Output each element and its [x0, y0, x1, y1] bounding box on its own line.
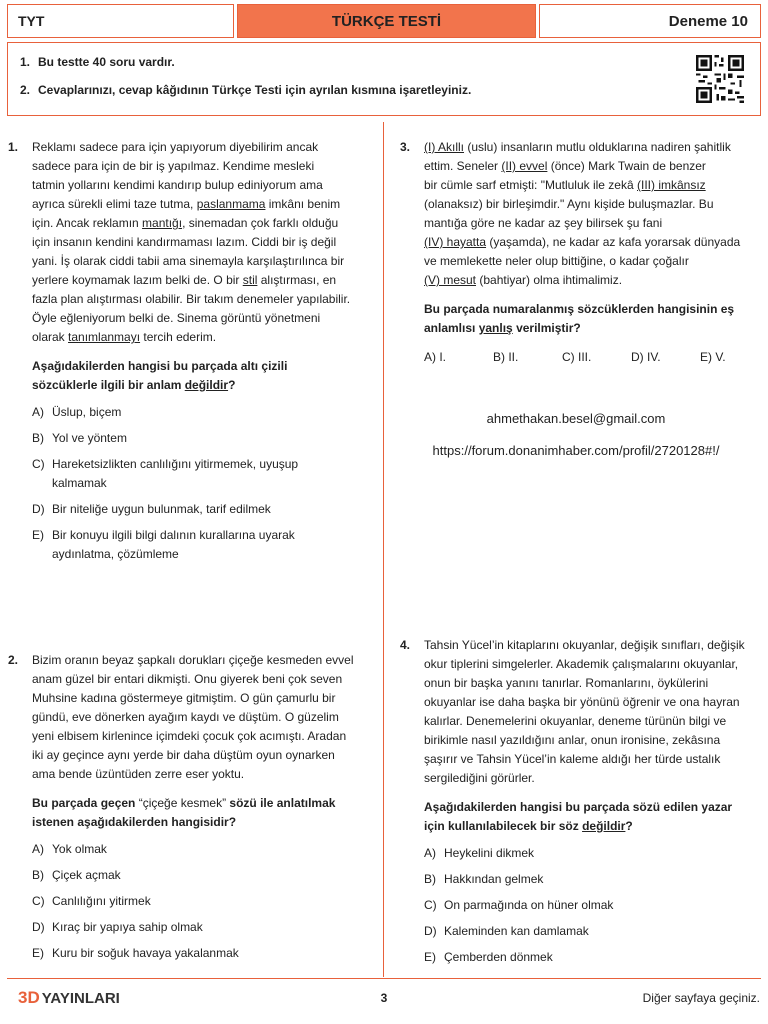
instruction-text: Cevaplarınızı, cevap kâğıdının Türkçe Testi için ayrılan kısmına işaretleyiniz. [38, 83, 472, 97]
passage-line: için insanın kendini kandırmaması lazım. Ciddi bir iş değil [32, 235, 337, 249]
underlined-word: (V) mesut [424, 273, 477, 287]
instruction-1 [20, 55, 175, 69]
option-b[interactable]: B) Yol ve yöntem [32, 431, 127, 445]
question-body [32, 138, 350, 571]
contact-email[interactable]: ahmethakan.besel@gmail.com [486, 411, 666, 426]
question-number: 3. [400, 140, 411, 154]
option-e[interactable]: E) Çemberden dönmek [424, 950, 553, 964]
header-tyt [7, 4, 234, 38]
option-b[interactable]: B) II. [493, 350, 519, 364]
passage-line: (I) Akıllı (uslu) insanların mutlu olduklarına nadiren şahitlik [424, 140, 731, 154]
instruction-number: 2. [20, 83, 31, 97]
passage-line: sadece para için de bir iş yapılmaz. Kendime mesleki [32, 159, 315, 173]
passage-line: yeni elbisem kirlenince içimdeki çocuk çok acımıştı. Aradan [32, 729, 347, 743]
underlined-word: (II) evvel [501, 159, 548, 173]
option-d[interactable]: D) Kaleminden kan damlamak [424, 924, 589, 938]
passage-line: okuyanlar ise daha başka bir yönünü öğrenir ve ona hayran [424, 695, 740, 709]
logo-text: YAYINLARI [41, 989, 120, 1007]
answer-options [424, 348, 768, 367]
footer-rule [7, 978, 761, 979]
option-c[interactable]: C) Hareketsizlikten canlılığını yitirmemek, uyuşup kalmamak [32, 457, 299, 490]
question-stem: Aşağıdakilerden hangisi bu parçada altı çizili sözcüklerle ilgili bir anlam değildir? [32, 359, 288, 392]
passage-line: ve memlekette neler olup bittiğine, o kadar çoğalır [424, 254, 689, 268]
underlined-word: paslanmama [196, 197, 266, 211]
passage-line: iki ay geçince aynı yerde bir daha düştüm oyun oynarken [32, 748, 335, 762]
answer-options [424, 844, 745, 967]
next-page-note: Diğer sayfaya geçiniz. [642, 991, 760, 1005]
option-b[interactable]: B) Çiçek açmak [32, 868, 121, 882]
passage-line: tatmin yollarını kendimi kandırıp bulup ediniyorum ama [32, 178, 323, 192]
question-body [424, 636, 745, 974]
header-right-label: Deneme 10 [668, 12, 748, 30]
passage-line: kalırlar. Denemelerini okuyanlar, deneme türünün bilgi ve [424, 714, 727, 728]
passage-line: onun bir başka yanını tanırlar. Romanlarını, öykülerini [424, 676, 709, 690]
passage-line: okur tiplerini simgelerler. Akademik çalışmalarını okuyanlar, [424, 657, 739, 671]
underlined-word: (III) imkânsız [637, 178, 706, 192]
column-divider [383, 122, 384, 977]
option-d[interactable]: D) Kıraç bir yapıya sahip olmak [32, 920, 203, 934]
question-number: 2. [8, 653, 19, 667]
question-number: 4. [400, 638, 411, 652]
option-a[interactable]: A) Yok olmak [32, 842, 107, 856]
question-body [32, 651, 354, 970]
option-a[interactable]: A) Üslup, biçem [32, 405, 122, 419]
option-b[interactable]: B) Hakkından gelmek [424, 872, 544, 886]
passage-line: ama bende üzüntüden zerre eser yoktu. [32, 767, 245, 781]
underlined-word: (I) Akıllı [424, 140, 465, 154]
option-e[interactable]: E) V. [700, 350, 726, 364]
passage-line: fazla plan alıştırması olabilir. Bir takım denemeler yapılabilir. [32, 292, 351, 306]
passage-line: birikimle nasıl yazıldığını anlar, onun ironisine, zekâsına [424, 733, 721, 747]
header-exam-number [539, 4, 761, 38]
question-stem: Bu parçada geçen “çiçeğe kesmek” sözü ile anlatılmak istenen aşağıdakilerden hangisidir? [32, 796, 336, 829]
instruction-text: Bu testte 40 soru vardır. [38, 55, 175, 69]
underlined-word: (IV) hayatta [424, 235, 487, 249]
passage-line: ayrıca sürekli elimi taze tutma, paslanmama imkânı benim [32, 197, 341, 211]
passage-line: bir cümle sarf etmişti: "Mutluluk ile zekâ (III) imkânsız [424, 178, 706, 192]
logo-mark: 3D [18, 988, 40, 1007]
instruction-number: 1. [20, 55, 31, 69]
passage-line: Tahsin Yücel’in kitaplarını okuyanlar, değişik sınıfları, değişik [424, 638, 745, 652]
instructions-box [7, 42, 761, 116]
option-e[interactable]: E) Bir konuyu ilgili bilgi dalının kurallarına uyarak aydınlatma, çözümleme [32, 528, 295, 561]
option-a[interactable]: A) I. [424, 350, 447, 364]
passage-line: anam güzel bir entari dikmişti. Onu giyerek beni çok seven [32, 672, 343, 686]
header-left-label: TYT [18, 13, 45, 29]
option-d[interactable]: D) IV. [631, 350, 661, 364]
option-c[interactable]: C) III. [562, 350, 592, 364]
underlined-word: mantığı [142, 216, 183, 230]
question-number: 1. [8, 140, 19, 154]
question-body [424, 138, 768, 367]
passage-line: olarak tanımlanmayı tercih ederim. [32, 330, 217, 344]
passage-line: Reklamı sadece para için yapıyorum diyebilirim ancak [32, 140, 319, 154]
option-e[interactable]: E) Kuru bir soğuk havaya yakalanmak [32, 946, 239, 960]
passage-line: (olanaksız) bir birleşimdir." Aynı kişide buluşmazlar. Bu [424, 197, 714, 211]
answer-options [32, 403, 350, 564]
answer-options [32, 840, 354, 963]
option-c[interactable]: C) Canlılığını yitirmek [32, 894, 151, 908]
question-stem: Aşağıdakilerden hangisi bu parçada sözü edilen yazar için kullanılabilecek bir söz değildir? [424, 800, 733, 833]
header-test-title [237, 4, 536, 38]
passage-line: gündü, eve dönerken ayağım kaydı ve düştüm. O güzelim [32, 710, 339, 724]
passage-line: için. Ancak reklamın mantığı, sinemadan çok farklı olduğu [32, 216, 339, 230]
passage-line: yani. İş olarak ciddi tabii ama sinemayla karşılaştırılınca bir [32, 254, 345, 268]
passage-line: sergilediğini görürler. [424, 771, 535, 785]
option-d[interactable]: D) Bir niteliğe uygun bulunmak, tarif edilmek [32, 502, 271, 516]
page-number: 3 [380, 991, 388, 1005]
header-center-label: TÜRKÇE TESTİ [331, 12, 442, 30]
contact-url[interactable]: https://forum.donanimhaber.com/profil/2720128#!/ [432, 443, 720, 458]
underlined-word: tanımlanmayı [68, 330, 141, 344]
instruction-2 [20, 83, 471, 97]
passage-line: Bizim oranın beyaz şapkalı dorukları çiçeğe kesmeden evvel [32, 653, 354, 667]
passage-line: Muhsine kadına göstermeye gitmiştim. O gün çamurlu bir [32, 691, 336, 705]
option-a[interactable]: A) Heykelini dikmek [424, 846, 535, 860]
passage-line: ettim. Seneler (II) evvel (önce) Mark Twain de benzer [424, 159, 706, 173]
passage-line: Öyle eğleniyorum belki de. Sinema görüntü yönetmeni [32, 311, 321, 325]
passage-line: (IV) hayatta (yaşamda), ne kadar az kafa yorarsak dünyada [424, 235, 741, 249]
passage-line: (V) mesut (bahtiyar) olma ihtimalimiz. [424, 273, 623, 287]
passage-line: yerlere koymamak lazım belki de. O bir stil alıştırması, en [32, 273, 337, 287]
underlined-word: stil [242, 273, 258, 287]
question-stem: Bu parçada numaralanmış sözcüklerden hangisinin eş anlamlısı yanlış verilmiştir? [424, 302, 735, 335]
passage-line: mantığa göre ne kadar az şey bilirsek şu fani [424, 216, 663, 230]
option-c[interactable]: C) On parmağında on hüner olmak [424, 898, 614, 912]
qr-code-icon[interactable] [696, 55, 744, 103]
passage-line: şaşırır ve Tahsin Yücel’in kaleme aldığı her türde ustalık [424, 752, 721, 766]
